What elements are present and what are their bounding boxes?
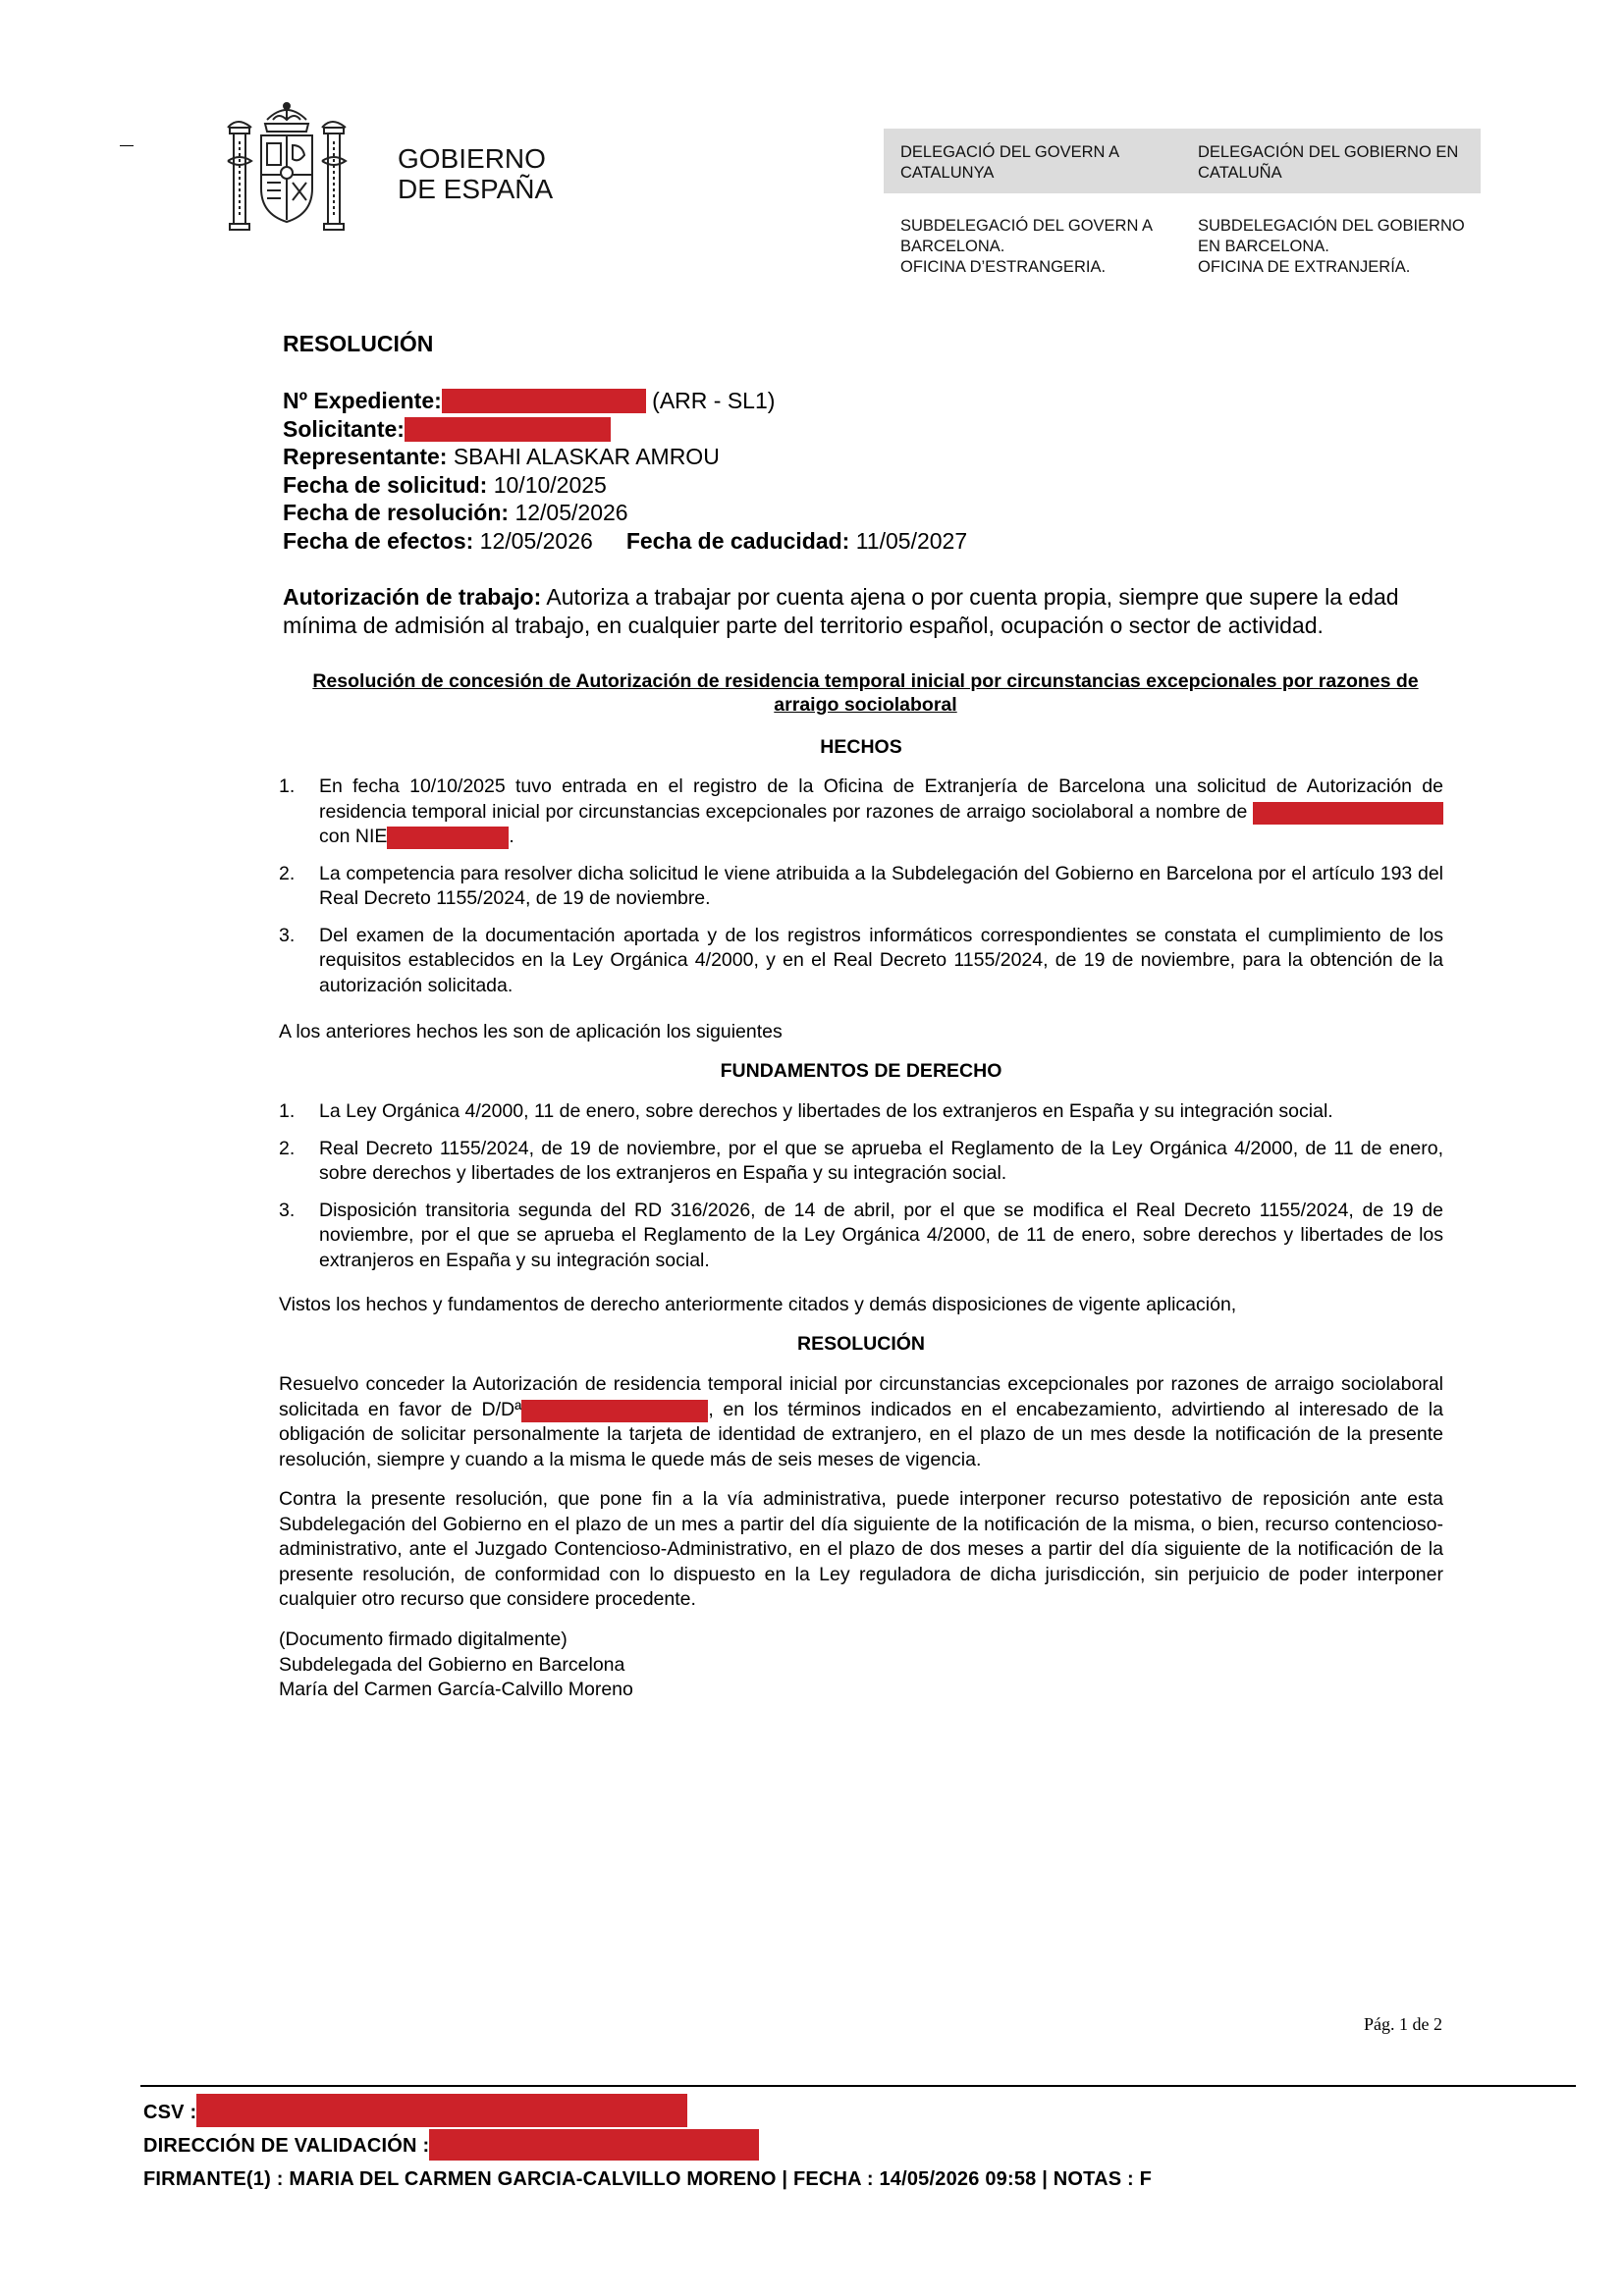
- delegation-spanish-line2: CATALUÑA: [1198, 164, 1282, 182]
- government-name-line1: GOBIERNO: [398, 143, 546, 174]
- validation-label: DIRECCIÓN DE VALIDACIÓN :: [143, 2135, 430, 2157]
- item-number: 1.: [279, 1100, 296, 1122]
- fecha-solicitud-label: Fecha de solicitud:: [283, 471, 488, 498]
- delegation-spanish: [1198, 142, 1458, 184]
- representante-value: SBAHI ALASKAR AMROU: [447, 444, 720, 469]
- redaction-box: [196, 2094, 687, 2127]
- spain-coat-of-arms-icon: [224, 98, 350, 236]
- field-representante: [283, 443, 967, 471]
- subdelegation-spanish-line3: OFICINA DE EXTRANJERÍA.: [1198, 258, 1411, 276]
- item-text: La Ley Orgánica 4/2000, 11 de enero, sobre derechos y libertades de los extranjeros en España y su integración social.: [319, 1100, 1333, 1122]
- csv-label: CSV :: [143, 2102, 197, 2123]
- resolution-heading: Resolución de concesión de Autorización de residencia temporal inicial por circunstancias excepcionales por razones de arraigo sociolaboral: [312, 670, 1419, 716]
- hechos-list: [279, 774, 1443, 998]
- page-number: Pág. 1 de 2: [1364, 2014, 1442, 2034]
- work-authorization-label: Autorización de trabajo:: [283, 584, 542, 610]
- field-fecha-solicitud: [283, 471, 967, 500]
- field-solicitante: [283, 415, 967, 444]
- field-expediente: [283, 387, 967, 415]
- signer-line: FIRMANTE(1) : MARIA DEL CARMEN GARCIA-CALVILLO MORENO | FECHA : 14/05/2026 09:58 | NOTAS : F: [143, 2168, 1153, 2190]
- subdelegation-catalan: [900, 216, 1153, 278]
- list-item: [279, 774, 1443, 850]
- signature-block: [279, 1628, 633, 1703]
- fecha-solicitud-value: 10/10/2025: [487, 471, 607, 498]
- redaction-box: [429, 2129, 759, 2161]
- case-fields: [283, 387, 967, 555]
- item-text: Del examen de la documentación aportada y de los registros informáticos correspondientes se constata el cumplimiento de los requisitos establecidos en la Ley Orgánica 4/2000, y en el Real Decreto 1155/2024, de 19 de noviembre, para la obtención de la autorización solicitada.: [319, 924, 1443, 996]
- expediente-suffix: (ARR - SL1): [645, 388, 776, 413]
- field-fechas-efectos-caducidad: [283, 527, 967, 556]
- header-dash: [120, 145, 134, 146]
- subdelegation-spanish-line2: EN BARCELONA.: [1198, 238, 1329, 255]
- solicitante-label: Solicitante:: [283, 415, 405, 442]
- item-text: con NIE: [319, 826, 388, 847]
- work-authorization: [283, 583, 1451, 639]
- work-authorization-text: Autoriza a trabajar por cuenta ajena o por cuenta propia, siempre que supere la edad mínima de admisión al trabajo, en cualquier parte del territorio español, ocupación o sector de actividad.: [283, 584, 1399, 638]
- subdelegation-catalan-line1: SUBDELEGACIÓ DEL GOVERN A: [900, 217, 1154, 235]
- vistos-text: Vistos los hechos y fundamentos de derecho anteriormente citados y demás disposiciones de vigente aplicación,: [279, 1294, 1237, 1315]
- item-number: 3.: [279, 1199, 296, 1221]
- subdelegation-spanish: [1198, 216, 1465, 278]
- redaction-box: [521, 1400, 708, 1422]
- redaction-box: [405, 417, 611, 442]
- delegation-catalan-line1: DELEGACIÓ DEL GOVERN A: [900, 143, 1120, 161]
- delegation-catalan: [900, 142, 1119, 184]
- resolucion-paragraph-2: Contra la presente resolución, que pone fin a la vía administrativa, puede interponer recurso potestativo de reposición ante esta Subdelegación del Gobierno en el plazo de un mes a partir del día siguiente de la notificación de la misma, o bien, recurso contencioso-administrativo, ante el Juzgado Contencioso-Administrativo, en el plazo de dos meses a partir del día siguiente de la notificación de la presente resolución, de conformidad con lo dispuesto en la Ley reguladora de dicha jurisdicción, sin perjuicio de poder interponer cualquier otro recurso que considere procedente.: [279, 1488, 1443, 1610]
- item-number: 3.: [279, 924, 296, 946]
- redaction-box: [387, 827, 509, 849]
- footer-divider: [140, 2085, 1576, 2087]
- resolucion-text: , en los términos indicados en el encabezamiento, advirtiendo al interesado de la obligación de solicitar personalmente la tarjeta de identidad de extranjero, en el plazo de un mes desde la notificación de la presente resolución, siempre y cuando a la misma le quede más de seis meses de vigencia.: [279, 1398, 1443, 1470]
- fecha-efectos-label: Fecha de efectos:: [283, 527, 474, 554]
- subdelegation-catalan-line3: OFICINA D’ESTRANGERIA.: [900, 258, 1107, 276]
- item-text: La competencia para resolver dicha solicitud le viene atribuida a la Subdelegación del Gobierno en Barcelona por el artículo 193 del Real Decreto 1155/2024, de 19 de noviembre.: [319, 862, 1443, 909]
- resolucion-title: RESOLUCIÓN: [796, 1333, 925, 1355]
- document-title: RESOLUCIÓN: [283, 331, 434, 356]
- signature-line: Subdelegada del Gobierno en Barcelona: [279, 1653, 625, 1676]
- list-item: [279, 924, 1443, 999]
- item-number: 2.: [279, 862, 296, 884]
- field-fecha-resolucion: [283, 499, 967, 527]
- government-name: [398, 143, 553, 204]
- item-text: .: [509, 826, 514, 847]
- list-item: [279, 862, 1443, 912]
- list-item: [279, 1099, 1443, 1125]
- fecha-caducidad-label: Fecha de caducidad:: [625, 527, 850, 554]
- validation-line: [143, 2135, 759, 2161]
- resolucion-paragraph-1: [279, 1372, 1443, 1472]
- representante-label: Representante:: [283, 444, 448, 469]
- item-number: 1.: [279, 775, 296, 797]
- fecha-resolucion-label: Fecha de resolución:: [283, 500, 510, 525]
- intro-fundamentos: A los anteriores hechos les son de aplicación los siguientes: [279, 1021, 783, 1042]
- delegation-catalan-line2: CATALUNYA: [900, 164, 995, 182]
- signature-line: (Documento firmado digitalmente): [279, 1629, 568, 1650]
- list-item: [279, 1199, 1443, 1274]
- fecha-resolucion-value: 12/05/2026: [509, 500, 628, 525]
- delegation-spanish-line1: DELEGACIÓN DEL GOBIERNO EN: [1198, 143, 1459, 161]
- subdelegation-spanish-line1: SUBDELEGACIÓN DEL GOBIERNO: [1198, 217, 1465, 235]
- item-text: En fecha 10/10/2025 tuvo entrada en el registro de la Oficina de Extranjería de Barcelona una solicitud de Autorización de residencia temporal inicial por circunstancias excepcionales por razones de arraigo sociolaboral a nombre de: [319, 775, 1443, 823]
- government-name-line2: DE ESPAÑA: [398, 174, 554, 204]
- subdelegation-catalan-line2: BARCELONA.: [900, 238, 1005, 255]
- item-text: Real Decreto 1155/2024, de 19 de noviembre, por el que se aprueba el Reglamento de la Ley Orgánica 4/2000, de 11 de enero, sobre derechos y libertades de los extranjeros en España y su integración social.: [319, 1137, 1443, 1184]
- csv-line: [143, 2102, 687, 2127]
- redaction-box: [442, 389, 646, 413]
- redaction-box: [1253, 802, 1443, 825]
- fecha-caducidad-value: 11/05/2027: [849, 527, 968, 554]
- fundamentos-title: FUNDAMENTOS DE DERECHO: [720, 1060, 1002, 1082]
- item-text: Disposición transitoria segunda del RD 316/2026, de 14 de abril, por el que se modifica el Real Decreto 1155/2024, de 19 de noviembre, por el que se aprueba el Reglamento de la Ley Orgánica 4/2000, de 11 de enero, sobre derechos y libertades de los extranjeros en España y su integración social.: [319, 1199, 1443, 1271]
- signature-line: María del Carmen García-Calvillo Moreno: [279, 1679, 633, 1700]
- expediente-label: Nº Expediente:: [283, 388, 442, 413]
- item-number: 2.: [279, 1137, 296, 1159]
- fundamentos-list: [279, 1099, 1443, 1273]
- fecha-efectos-value: 12/05/2026: [473, 527, 593, 554]
- list-item: [279, 1137, 1443, 1187]
- hechos-title: HECHOS: [820, 736, 902, 758]
- resolucion-text: Resuelvo conceder la Autorización de residencia temporal inicial por circunstancias excepcionales por razones de arraigo sociolaboral solicitada en favor de D/Dª: [279, 1373, 1443, 1420]
